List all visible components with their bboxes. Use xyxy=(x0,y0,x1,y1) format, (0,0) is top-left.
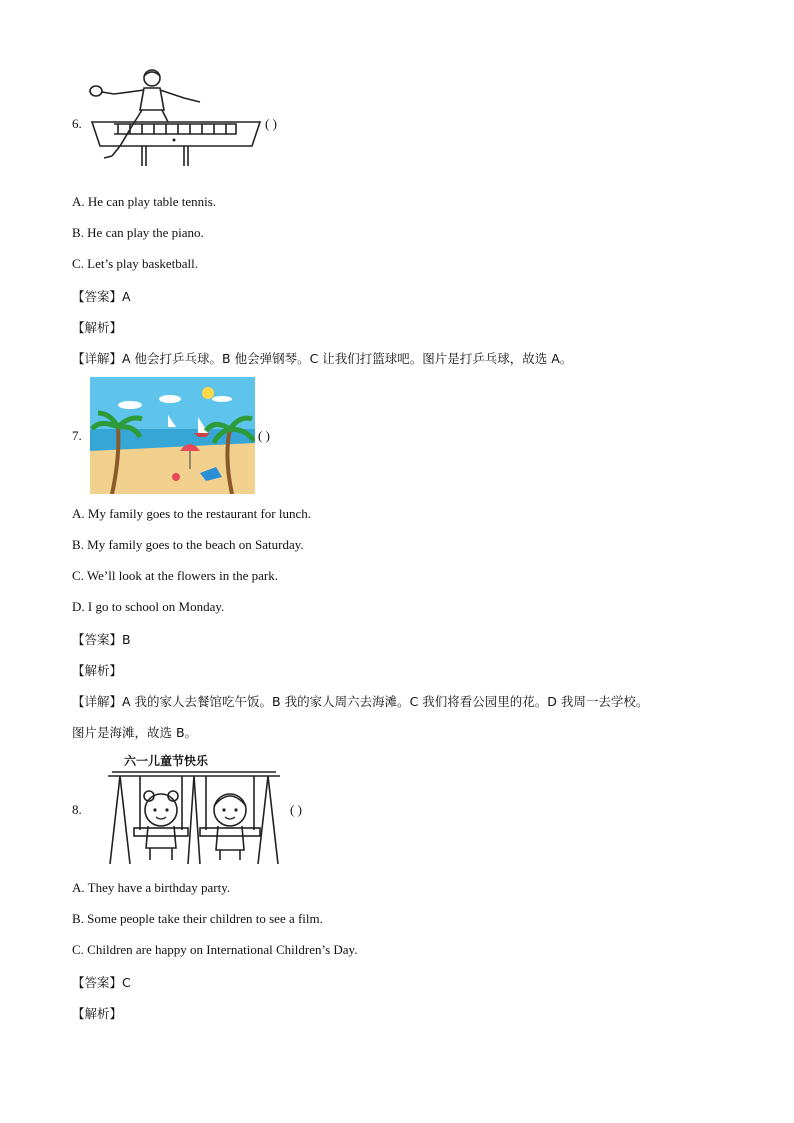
question-7-option-b: B. My family goes to the beach on Saturday. xyxy=(72,537,304,552)
question-8-option-a: A. They have a birthday party. xyxy=(72,880,231,895)
detail-text: A 我的家人去餐馆吃午饭。B 我的家人周六去海滩。C 我们将看公园里的花。D 我周一去学校。 xyxy=(122,694,649,709)
question-8-number: 8. xyxy=(72,802,82,817)
detail-text: A 他会打乒乓球。B 他会弹钢琴。C 让我们打篮球吧。图片是打乒乓球，故选 A。 xyxy=(122,351,573,366)
question-6-number: 6. xyxy=(72,116,82,131)
beach-picture xyxy=(90,377,255,494)
table-tennis-picture xyxy=(84,64,264,166)
question-7-analysis-label: 【解析】 xyxy=(72,663,123,678)
answer-label: 【答案】 xyxy=(72,975,123,990)
question-6-analysis-label: 【解析】 xyxy=(72,320,123,335)
question-7-number: 7. xyxy=(72,428,82,443)
question-7-answer xyxy=(72,630,131,648)
answer-label: 【答案】 xyxy=(72,289,123,304)
swing-picture-caption: 六一儿童节快乐 xyxy=(124,754,209,768)
question-7-detail xyxy=(72,692,648,710)
answer-label: 【答案】 xyxy=(72,632,123,647)
question-6-answer xyxy=(72,287,131,305)
detail-label: 【详解】 xyxy=(72,351,123,366)
question-6-option-a: A. He can play table tennis. xyxy=(72,194,217,209)
detail-label: 【详解】 xyxy=(72,694,123,709)
answer-value: B xyxy=(122,632,131,647)
question-6-option-b: B. He can play the piano. xyxy=(72,225,204,240)
question-7-answer-blank: ( ) xyxy=(258,428,270,443)
question-8-answer-blank: ( ) xyxy=(290,802,302,817)
answer-value: C xyxy=(122,975,131,990)
question-8-answer xyxy=(72,973,131,991)
question-6-option-c: C. Let’s play basketball. xyxy=(72,256,199,271)
question-6-detail xyxy=(72,349,572,367)
question-7-option-a: A. My family goes to the restaurant for lunch. xyxy=(72,506,311,521)
question-7-option-d: D. I go to school on Monday. xyxy=(72,599,225,614)
question-7-detail-continued: 图片是海滩，故选 B。 xyxy=(72,725,198,740)
swing-picture xyxy=(106,768,282,866)
question-7-option-c: C. We’ll look at the flowers in the park. xyxy=(72,568,278,583)
answer-value: A xyxy=(122,289,131,304)
question-6-answer-blank: ( ) xyxy=(265,116,277,131)
question-8-option-b: B. Some people take their children to see a film. xyxy=(72,911,323,926)
question-8-option-c: C. Children are happy on International Children’s Day. xyxy=(72,942,358,957)
question-8-analysis-label: 【解析】 xyxy=(72,1006,123,1021)
